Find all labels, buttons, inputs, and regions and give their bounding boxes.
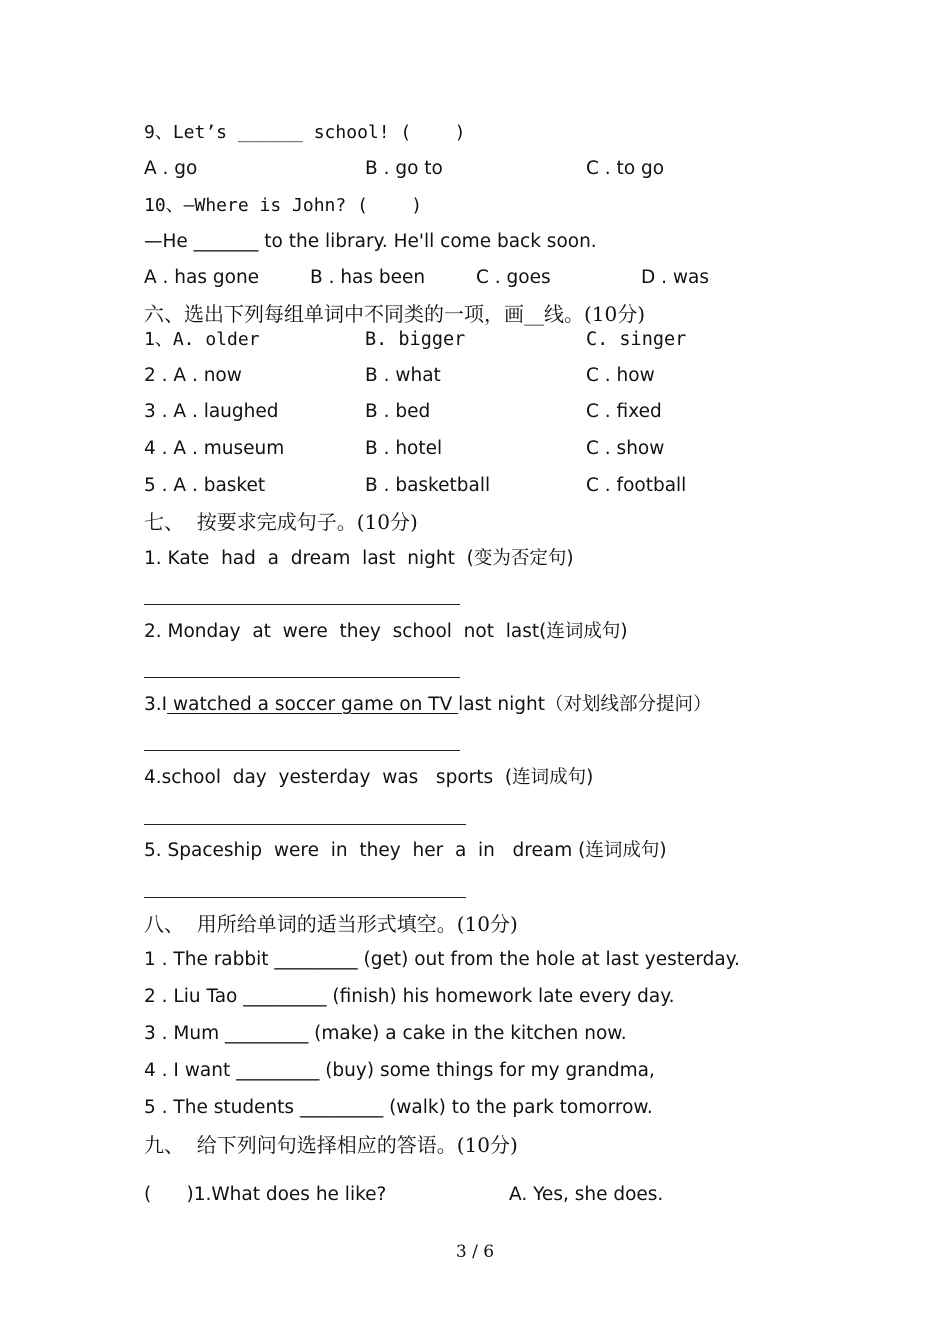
s7-q1-answer-line: [144, 604, 460, 605]
s8-item4: 4 . I want _________ (buy) some things for my grandma,: [144, 1060, 655, 1081]
s7-q5: 5. Spaceship were in they her a in dream (连词成句): [144, 840, 667, 861]
q10-option-a: A . has gone: [144, 267, 260, 288]
s7-q3-suffix: last night（对划线部分提问）: [458, 694, 712, 715]
q9-option-a: A . go: [144, 158, 198, 179]
s9-q1: ( )1.What does he like?: [144, 1184, 387, 1205]
s6-row3-c: C . fixed: [586, 401, 662, 422]
s7-q4: 4.school day yesterday was sports (连词成句): [144, 767, 594, 788]
q10-sentence: —He _______ to the library. He'll come back soon.: [144, 231, 597, 252]
s6-row4-b: B . hotel: [365, 438, 443, 459]
s6-row1-b: B. bigger: [365, 329, 466, 350]
s6-row2-a: 2 . A . now: [144, 365, 242, 386]
q10-option-c: C . goes: [476, 267, 551, 288]
section9-title: 九、 给下列问句选择相应的答语。(10分): [144, 1133, 518, 1157]
q9-stem: 9、Let’s ______ school! ( ): [144, 122, 466, 143]
s6-row5-b: B . basketball: [365, 475, 491, 496]
s7-q2-answer-line: [144, 677, 460, 678]
s7-q3-answer-line: [144, 750, 460, 751]
s6-row2-c: C . how: [586, 365, 655, 386]
q10-stem: 10、—Where is John? ( ): [144, 195, 423, 216]
s6-row5-a: 5 . A . basket: [144, 475, 266, 496]
section6-title: 六、选出下列每组单词中不同类的一项，画__线。(10分): [144, 302, 646, 326]
s6-row5-c: C . football: [586, 475, 687, 496]
section8-title: 八、 用所给单词的适当形式填空。(10分): [144, 912, 518, 936]
section7-title: 七、 按要求完成句子。(10分): [144, 510, 418, 534]
s9-answer-a: A. Yes, she does.: [509, 1184, 664, 1205]
s6-row1-c: C. singer: [586, 329, 687, 350]
s7-q3-underlined: watched a soccer game on TV: [167, 694, 459, 715]
s7-q3-prefix: 3.I: [144, 694, 168, 715]
s6-row4-a: 4 . A . museum: [144, 438, 285, 459]
s6-row3-a: 3 . A . laughed: [144, 401, 279, 422]
s7-q1: 1. Kate had a dream last night (变为否定句): [144, 548, 574, 569]
q10-option-b: B . has been: [310, 267, 426, 288]
q9-option-c: C . to go: [586, 158, 665, 179]
q10-option-d: D . was: [641, 267, 709, 288]
s7-q3: [144, 693, 711, 717]
s8-item2: 2 . Liu Tao _________ (finish) his homework late every day.: [144, 986, 675, 1007]
s6-row3-b: B . bed: [365, 401, 431, 422]
s8-item3: 3 . Mum _________ (make) a cake in the kitchen now.: [144, 1023, 627, 1044]
s7-q4-answer-line: [144, 824, 466, 825]
s7-q2: 2. Monday at were they school not last(连词成句): [144, 621, 628, 642]
s8-item5: 5 . The students _________ (walk) to the park tomorrow.: [144, 1097, 653, 1118]
page-number: 3 / 6: [455, 1242, 495, 1262]
s6-row2-b: B . what: [365, 365, 441, 386]
s6-row1-a: 1、A. older: [144, 329, 260, 350]
q9-option-b: B . go to: [365, 158, 443, 179]
s6-row4-c: C . show: [586, 438, 665, 459]
s7-q5-answer-line: [144, 897, 466, 898]
s8-item1: 1 . The rabbit _________ (get) out from the hole at last yesterday.: [144, 949, 740, 970]
